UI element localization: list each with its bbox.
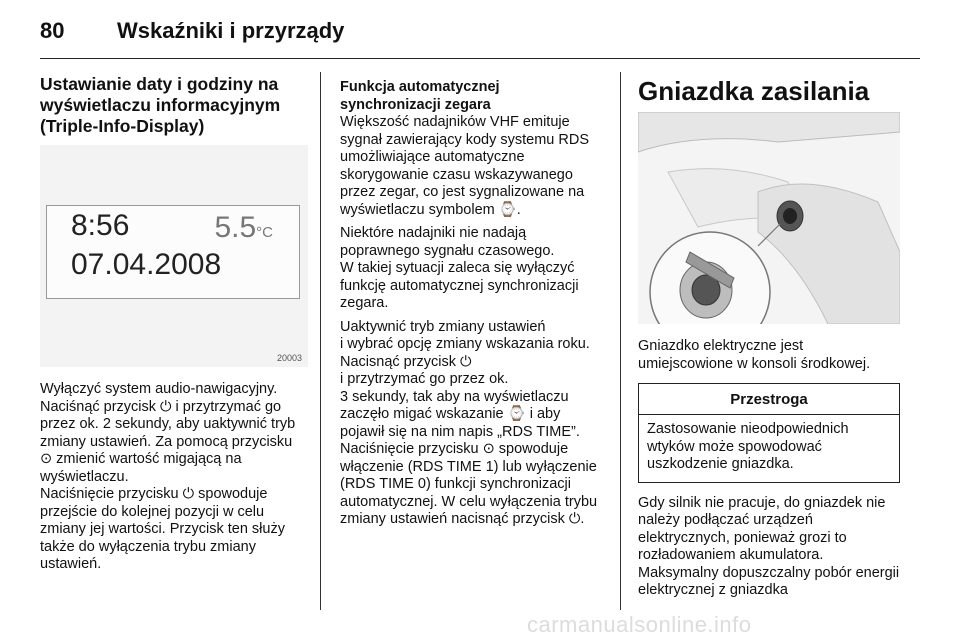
display-temperature-unit: °C — [256, 224, 273, 241]
column-power-outlet — [638, 60, 900, 606]
watermark-text: carmanualsonline.info — [527, 612, 752, 637]
auto-sync-paragraph-1: Większość nadajników VHF emituje sygnał zawierający kody systemu RDS umożliwiające automatyczne skorygowanie czasu wskazywanego przez zegar, co jest sygnalizowane na wyświetlaczu symbolem ⌚. — [340, 114, 590, 218]
auto-sync-paragraph-3: Uaktywnić tryb zmiany ustawień i wybrać opcję zmiany wskazania roku. Nacisnąć przycisk ⏻ i przytrzymać go przez ok. 3 sekundy, tak aby na wyświetlaczu zaczęło migać wskazanie ⌚ i aby pojawił się na nim napis „RDS TIME”. Naciśnięcie przycisku ⊙ spowoduje włączenie (RDS TIME 1) lub wyłączenie (RDS TIME 0) funkcji synchronizacji automatycznej. W celu wyłączenia trybu zmiany ustawień nacisnąć przycisk ⏻. — [340, 318, 598, 527]
column-divider-2 — [620, 72, 621, 610]
power-outlet-location-text: Gniazdko elektryczne jest umiejscowione w konsoli środkowej. — [638, 338, 871, 372]
display-time: 8:56 — [71, 209, 130, 242]
section-title-power-outlet: Gniazdka zasilania — [638, 76, 870, 106]
caution-box — [638, 383, 900, 483]
figure-code: 20003 — [276, 353, 302, 363]
display-temperature-value: 5.5 — [214, 211, 257, 244]
power-outlet-illustration — [638, 112, 900, 324]
power-outlet-paragraph-2: Gdy silnik nie pracuje, do gniazdek nie należy podłączać urządzeń elektrycznych, ponieważ grozi to rozładowaniem akumulatora. Maksymalny dopuszczalny pobór energii elektrycznej z gniazdka — [638, 494, 900, 598]
caution-text: Zastosowanie nieodpowiednich wtyków może spowodować uszkodzenie gniazdka. — [647, 421, 849, 472]
column-auto-sync — [340, 60, 602, 535]
power-outlet-drawing — [638, 112, 900, 324]
section-title-auto-sync: Funkcja automatycznej synchronizacji zegara — [340, 79, 500, 113]
auto-sync-paragraph-2: Niektóre nadajniki nie nadają poprawnego sygnału czasowego. W takiej sytuacji zaleca się wyłączyć funkcję automatycznej synchronizacji zegara. — [340, 225, 579, 311]
display-figure — [40, 145, 308, 367]
column-divider-1 — [320, 72, 321, 610]
chapter-title: Wskaźniki i przyrządy — [117, 18, 345, 43]
column-date-time — [40, 60, 308, 580]
section-title-date-time: Ustawianie daty i godziny na wyświetlaczu informacyjnym (Triple-Info-Display) — [40, 74, 281, 136]
page-number: 80 — [40, 18, 65, 43]
caution-title: Przestroga — [639, 384, 899, 415]
date-time-instructions: Wyłączyć system audio-nawigacyjny. Naciśnąć przycisk ⏻ i przytrzymać go przez ok. 2 sekundy, aby uaktywnić tryb zmiany ustawień. Za pomocą przycisku ⊙ zmienić wartość migającą na wyświetlaczu. Naciśnięcie przycisku ⏻ spowoduje przejście do kolejnej pozycji w celu zmiany jej wartości. Przycisk ten służy także do wyłączenia trybu zmiany ustawień. — [40, 381, 296, 572]
header-rule — [40, 58, 920, 59]
page-header — [40, 14, 920, 48]
display-temperature — [214, 211, 273, 245]
triple-info-display — [46, 205, 300, 299]
display-date: 07.04.2008 — [71, 248, 222, 281]
